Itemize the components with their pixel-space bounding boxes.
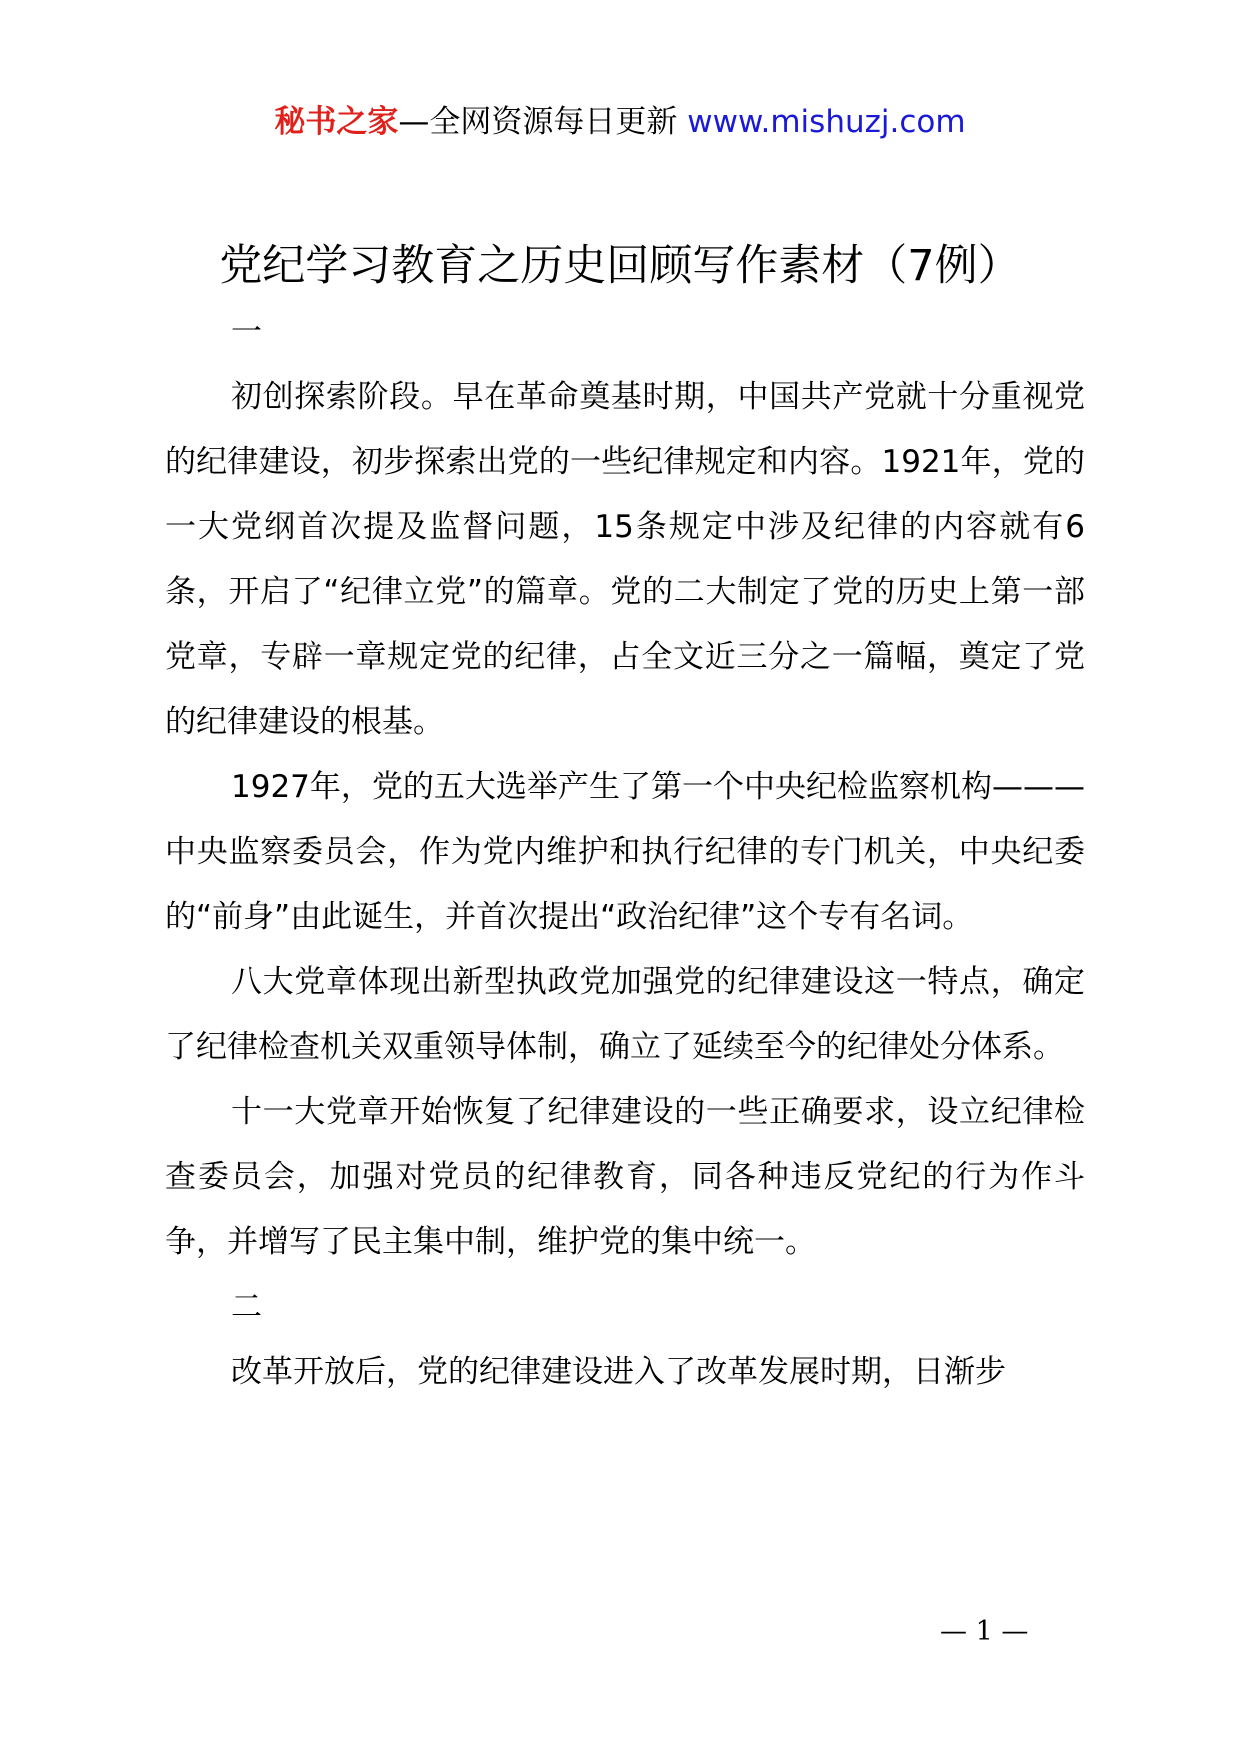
header-tagline: —全网资源每日更新 [398,104,678,140]
paragraph: 1927年，党的五大选举产生了第一个中央纪检监察机构———中央监察委员会，作为党内维护和执行纪律的专门机关，中央纪委的“前身”由此诞生，并首次提出“政治纪律”这个专有名词。 [165,769,1085,935]
paragraph: 十一大党章开始恢复了纪律建设的一些正确要求，设立纪律检查委员会，加强对党员的纪律教育，同各种违反党纪的行为作斗争，并增写了民主集中制，维护党的集中统一。 [165,1094,1085,1260]
section-heading-2: 二 [231,1289,262,1325]
document-body [165,300,1085,1405]
paragraph: 八大党章体现出新型执政党加强党的纪律建设这一特点，确定了纪律检查机关双重领导体制，确立了延续至今的纪律处分体系。 [165,964,1085,1065]
site-header [0,100,1240,144]
brand-name: 秘书之家 [274,104,399,140]
paragraph: 初创探索阶段。早在革命奠基时期，中国共产党就十分重视党的纪律建设，初步探索出党的一些纪律规定和内容。1921年，党的一大党纲首次提及监督问题，15条规定中涉及纪律的内容就有6条，开启了“纪律立党”的篇章。党的二大制定了党的历史上第一部党章，专辟一章规定党的纪律，占全文近三分之一篇幅，奠定了党的纪律建设的根基。 [165,379,1085,740]
paragraph: 改革开放后，党的纪律建设进入了改革发展时期，日渐步 [231,1354,1006,1390]
section-heading-1: 一 [231,314,262,350]
site-url-link[interactable]: www.mishuzj.com [687,104,966,140]
document-title: 党纪学习教育之历史回顾写作素材（7例） [219,241,1021,291]
page-number: — 1 — [940,1616,1029,1647]
